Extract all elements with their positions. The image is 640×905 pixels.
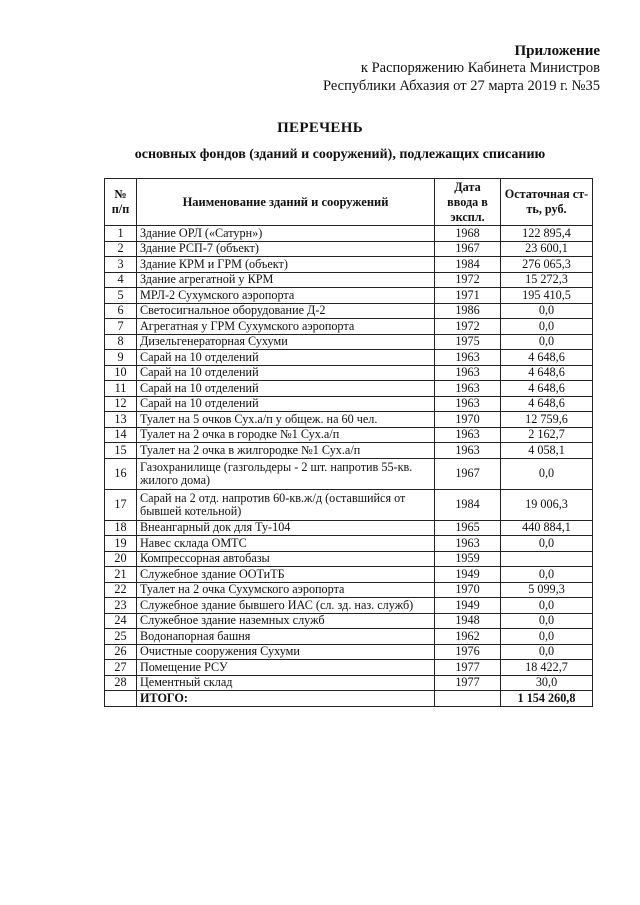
total-row (105, 691, 593, 707)
table-row (105, 365, 593, 381)
row-year: 1962 (435, 629, 501, 645)
row-name: Служебное здание наземных служб (137, 613, 435, 629)
header-name: Наименование зданий и сооружений (137, 179, 435, 226)
row-year: 1965 (435, 520, 501, 536)
row-name: Сарай на 2 отд. напротив 60-кв.ж/д (оставшийся от бывшей котельной) (137, 489, 435, 520)
row-number: 4 (105, 272, 137, 288)
table-row (105, 536, 593, 552)
table-row (105, 489, 593, 520)
row-year: 1984 (435, 489, 501, 520)
row-value: 4 648,6 (501, 381, 593, 397)
row-value: 12 759,6 (501, 412, 593, 428)
row-value: 5 099,3 (501, 582, 593, 598)
row-name: Внеангарный док для Ту-104 (137, 520, 435, 536)
table-body (105, 226, 593, 691)
header-value: Остаточная ст-ть, руб. (501, 179, 593, 226)
row-name: Туалет на 5 очков Сух.а/п у общеж. на 60 чел. (137, 412, 435, 428)
row-value: 30,0 (501, 675, 593, 691)
table-row (105, 443, 593, 459)
row-value: 440 884,1 (501, 520, 593, 536)
row-number: 10 (105, 365, 137, 381)
row-value: 122 895,4 (501, 226, 593, 242)
row-value: 2 162,7 (501, 427, 593, 443)
row-name: Водонапорная башня (137, 629, 435, 645)
row-name: Здание РСП-7 (объект) (137, 241, 435, 257)
row-year: 1949 (435, 567, 501, 583)
row-year: 1967 (435, 458, 501, 489)
row-number: 3 (105, 257, 137, 273)
row-value: 0,0 (501, 598, 593, 614)
table-row (105, 381, 593, 397)
row-name: Сарай на 10 отделений (137, 365, 435, 381)
table-row (105, 272, 593, 288)
table-row (105, 257, 593, 273)
row-year: 1963 (435, 365, 501, 381)
header-year: Дата ввода в экспл. (435, 179, 501, 226)
table-row (105, 629, 593, 645)
row-number: 28 (105, 675, 137, 691)
table-row (105, 582, 593, 598)
table-row (105, 613, 593, 629)
table-row (105, 427, 593, 443)
document-subtitle: основных фондов (зданий и сооружений), подлежащих списанию (134, 147, 546, 162)
row-year: 1949 (435, 598, 501, 614)
row-year: 1963 (435, 536, 501, 552)
row-number: 8 (105, 334, 137, 350)
table-row (105, 551, 593, 567)
row-name: Цементный склад (137, 675, 435, 691)
row-value: 0,0 (501, 536, 593, 552)
row-number: 11 (105, 381, 137, 397)
row-value: 4 648,6 (501, 365, 593, 381)
row-year: 1976 (435, 644, 501, 660)
row-number: 15 (105, 443, 137, 459)
row-value: 0,0 (501, 303, 593, 319)
row-value: 0,0 (501, 613, 593, 629)
row-number: 5 (105, 288, 137, 304)
row-name: МРЛ-2 Сухумского аэропорта (137, 288, 435, 304)
row-year: 1972 (435, 319, 501, 335)
table-row (105, 644, 593, 660)
row-number: 23 (105, 598, 137, 614)
row-name: Очистные сооружения Сухуми (137, 644, 435, 660)
table-row (105, 226, 593, 242)
appendix-line-1: к Распоряжению Кабинета Министров (360, 60, 600, 76)
row-value: 0,0 (501, 644, 593, 660)
row-value: 18 422,7 (501, 660, 593, 676)
table-row (105, 660, 593, 676)
row-name: Служебное здание ООТиТБ (137, 567, 435, 583)
row-number: 22 (105, 582, 137, 598)
row-number: 20 (105, 551, 137, 567)
row-name: Дизельгенераторная Сухуми (137, 334, 435, 350)
row-value: 15 272,3 (501, 272, 593, 288)
row-name: Туалет на 2 очка Сухумского аэропорта (137, 582, 435, 598)
table-row (105, 458, 593, 489)
row-year: 1977 (435, 660, 501, 676)
row-year: 1959 (435, 551, 501, 567)
row-value: 276 065,3 (501, 257, 593, 273)
row-name: Навес склада ОМТС (137, 536, 435, 552)
table-row (105, 675, 593, 691)
row-value: 0,0 (501, 334, 593, 350)
row-value: 0,0 (501, 629, 593, 645)
row-value (501, 551, 593, 567)
row-number: 2 (105, 241, 137, 257)
row-value: 0,0 (501, 567, 593, 583)
row-value: 19 006,3 (501, 489, 593, 520)
table-row (105, 598, 593, 614)
row-number: 14 (105, 427, 137, 443)
row-number: 27 (105, 660, 137, 676)
row-number: 12 (105, 396, 137, 412)
row-number: 26 (105, 644, 137, 660)
row-name: Помещение РСУ (137, 660, 435, 676)
table-row (105, 567, 593, 583)
row-value: 0,0 (501, 458, 593, 489)
appendix-line-2: Республики Абхазия от 27 марта 2019 г. №35 (322, 77, 600, 94)
table-row (105, 396, 593, 412)
row-year: 1972 (435, 272, 501, 288)
row-name: Агрегатная у ГРМ Сухумского аэропорта (137, 319, 435, 335)
row-value: 195 410,5 (501, 288, 593, 304)
document-header (323, 42, 600, 95)
row-name: Туалет на 2 очка в жилгородке №1 Сух.а/п (137, 443, 435, 459)
row-name: Здание КРМ и ГРМ (объект) (137, 257, 435, 273)
row-name: Сарай на 10 отделений (137, 396, 435, 412)
row-number: 18 (105, 520, 137, 536)
row-value: 23 600,1 (501, 241, 593, 257)
row-year: 1963 (435, 396, 501, 412)
row-year: 1984 (435, 257, 501, 273)
row-name: Туалет на 2 очка в городке №1 Сух.а/п (137, 427, 435, 443)
total-empty-cell (105, 691, 137, 707)
fixed-assets-table (104, 178, 593, 707)
row-year: 1968 (435, 226, 501, 242)
row-year: 1963 (435, 443, 501, 459)
table-row (105, 288, 593, 304)
row-value: 4 648,6 (501, 396, 593, 412)
row-year: 1970 (435, 582, 501, 598)
row-year: 1948 (435, 613, 501, 629)
row-name: Здание агрегатной у КРМ (137, 272, 435, 288)
row-name: Газохранилище (газгольдеры - 2 шт. напротив 55-кв. жилого дома) (137, 458, 435, 489)
row-year: 1971 (435, 288, 501, 304)
row-year: 1977 (435, 675, 501, 691)
row-year: 1967 (435, 241, 501, 257)
row-year: 1963 (435, 381, 501, 397)
row-name: Сарай на 10 отделений (137, 381, 435, 397)
row-value: 4 648,6 (501, 350, 593, 366)
table-row (105, 334, 593, 350)
row-year: 1963 (435, 350, 501, 366)
row-number: 13 (105, 412, 137, 428)
row-value: 0,0 (501, 319, 593, 335)
row-value: 4 058,1 (501, 443, 593, 459)
header-num: № п/п (105, 179, 137, 226)
row-number: 25 (105, 629, 137, 645)
row-number: 19 (105, 536, 137, 552)
table-row (105, 319, 593, 335)
row-number: 24 (105, 613, 137, 629)
row-name: Светосигнальное оборудование Д-2 (137, 303, 435, 319)
row-number: 7 (105, 319, 137, 335)
row-number: 17 (105, 489, 137, 520)
row-number: 1 (105, 226, 137, 242)
row-year: 1975 (435, 334, 501, 350)
row-name: Компрессорная автобазы (137, 551, 435, 567)
total-value: 1 154 260,8 (501, 691, 593, 707)
table-row (105, 303, 593, 319)
row-name: Сарай на 10 отделений (137, 350, 435, 366)
appendix-title: Приложение (514, 43, 600, 59)
row-year: 1963 (435, 427, 501, 443)
table-header-row (105, 179, 593, 226)
total-empty-year (435, 691, 501, 707)
row-name: Здание ОРЛ («Сатурн») (137, 226, 435, 242)
row-name: Служебное здание бывшего ИАС (сл. зд. наз. служб) (137, 598, 435, 614)
row-number: 9 (105, 350, 137, 366)
table-row (105, 350, 593, 366)
total-label: ИТОГО: (137, 691, 435, 707)
table-row (105, 520, 593, 536)
row-number: 6 (105, 303, 137, 319)
table-row (105, 412, 593, 428)
document-title: ПЕРЕЧЕНЬ (277, 120, 363, 136)
row-number: 21 (105, 567, 137, 583)
table-row (105, 241, 593, 257)
row-number: 16 (105, 458, 137, 489)
row-year: 1970 (435, 412, 501, 428)
row-year: 1986 (435, 303, 501, 319)
